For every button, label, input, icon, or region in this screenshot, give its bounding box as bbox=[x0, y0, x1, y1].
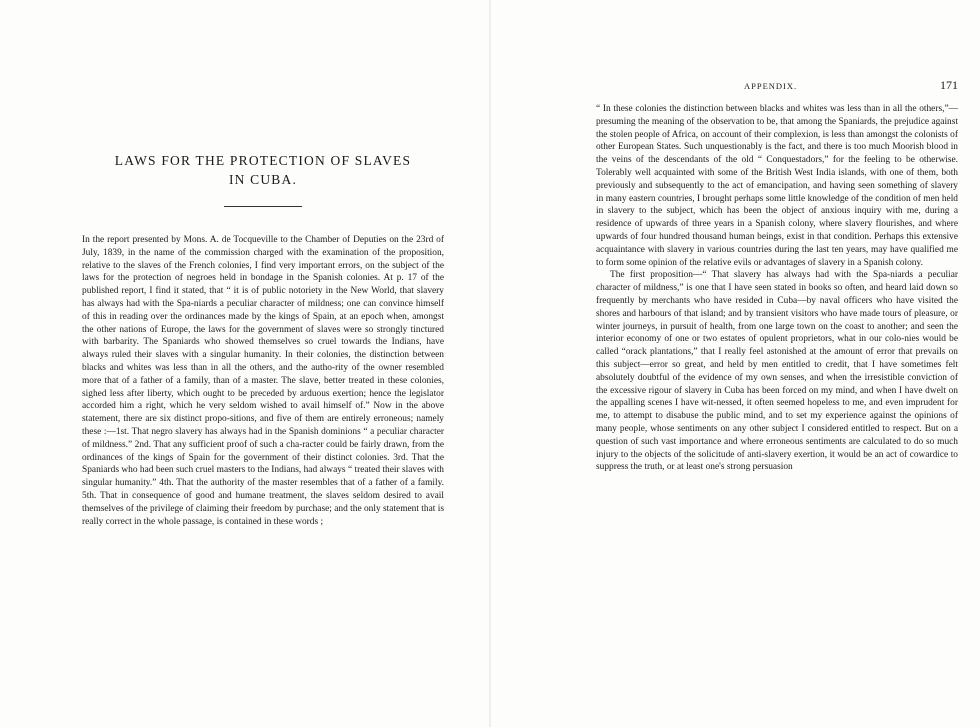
right-body-paragraph-2: The first proposition—“ That slavery has always had with the Spa-niards a peculiar character of mildness,” is one that I have seen stated in books so often, and heard laid down so frequently by merchants who have resided in Cuba—by naval officers who have visited the shores and harbours of that island; and by transient visitors who have made tours of pleasure, or winter journeys, in pursuit of health, from one large town on the coast to another; and seen the interior economy of one or two estates of opulent proprietors, what in our colo-nies would be called “orack plantations,” that I really feel astonished at the amount of error that prevails on this subject—error so great, and held by men entitled to credit, that I have sometimes felt absolutely doubtful of the evidence of my own senses, and when the irresistible conviction of the excessive rigour of slavery in Cuba has been forced on my mind, and when I have dwelt on the appalling scenes I have wit-nessed, it often seemed hopeless to me, and even imprudent for me, to attempt to disabuse the public mind, and to set my experience against the opinions of many people, whose sentiments on any other subject I considered entitled to respect. But on a question of such vast importance and where erroneous sentiments are calculated to do so much injury to the objects of the solicitude of anti-slavery exertion, it would be an act of cowardice to suppress the truth, or at least one's strong persuasion bbox=[596, 270, 958, 473]
chapter-title-line-2: IN CUBA. bbox=[228, 172, 298, 187]
right-body-paragraph-1: “ In these colonies the distinction between blacks and whites was less than in all the others,”—presuming the meaning of the observation to be, that among the Spaniards, the prejudice against the stolen people of Africa, on account of their complexion, is less than amongst the colonists of other European States. Such unquestionably is the fact, and there is too much Moorish blood in the veins of the descendants of the old “ Conquestadors,” for the feeling to be otherwise. Tolerably well acquainted with some of the British West India islands, with one of them, both previously and subsequently to the act of emancipation, and having seen something of slavery in many eastern countries, I brought perhaps some little knowledge of the condition of men held in slavery to the subject, which has been the object of anxious inquiry with me, during a residence of upwards of three years in a Spanish colony, where slavery flourishes, and where upwards of four hundred thousand human beings, exist in that condition. Perhaps this extensive acquaintance with slavery in various countries during the last ten years, may have qualified me to form some opinion of the relative evils or advantages of slavery in a Spanish colony. bbox=[596, 104, 958, 268]
title-rule bbox=[224, 206, 302, 207]
running-head: APPENDIX. bbox=[744, 81, 798, 91]
chapter-title bbox=[82, 151, 444, 189]
running-header bbox=[596, 79, 958, 93]
chapter-title-line-1: LAWS FOR THE PROTECTION OF SLAVES bbox=[114, 153, 412, 168]
right-body-column bbox=[596, 103, 958, 474]
right-page bbox=[490, 0, 980, 727]
left-body-column bbox=[82, 234, 444, 528]
left-body-paragraph: In the report presented by Mons. A. de Tocqueville to the Chamber of Deputies on the 23rd of July, 1839, in the name of the commission charged with the examination of the proposition, relative to the slaves of the French colonies, I find very important errors, on the subject of the laws for the protection of negroes held in bondage in the Spanish colonies. At p. 17 of the published report, I find it stated, that “ it is of public notoriety in the New World, that slavery has always had with the Spa-niards a peculiar character of mildness; one can convince himself of this in reading over the ordinances made by the kings of Spain, at an epoch when, amongst the other nations of Europe, the laws for the government of slaves were so strongly tinctured with barbarity. The Spaniards who showed themselves so cruel towards the Indians, have always ruled their slaves with a singular humanity. In their colonies, the distinction between blacks and whites was less than in all the others, and the autho-rity of the owner resembled more that of a father of a family, than of a master. The slave, better treated in these colonies, sighed less after liberty, which ought to be preceded by arduous exertion; hence the legislator accorded him a right, which he very seldom wished to avail himself of.” Now in the above statement, there are six distinct propo-sitions, and five of them are entirely erroneous; namely these :—1st. That negro slavery has always had in the Spanish dominions “ a peculiar character of mildness.” 2nd. That any sufficient proof of such a cha-racter could be fairly drawn, from the ordinances of the kings of Spain for the government of their distinct colonies. 3rd. That the Spaniards who had been such cruel masters to the Indians, had always “ treated their slaves with singular humanity.” 4th. That the authority of the master resembles that of a father of a family. 5th. That in consequence of good and humane treatment, the slaves seldom desired to avail themselves of the privilege of claiming their freedom by purchase; and the only statement that is really correct in the whole passage, is contained in these words ; bbox=[82, 235, 444, 527]
page-number: 171 bbox=[940, 78, 958, 92]
